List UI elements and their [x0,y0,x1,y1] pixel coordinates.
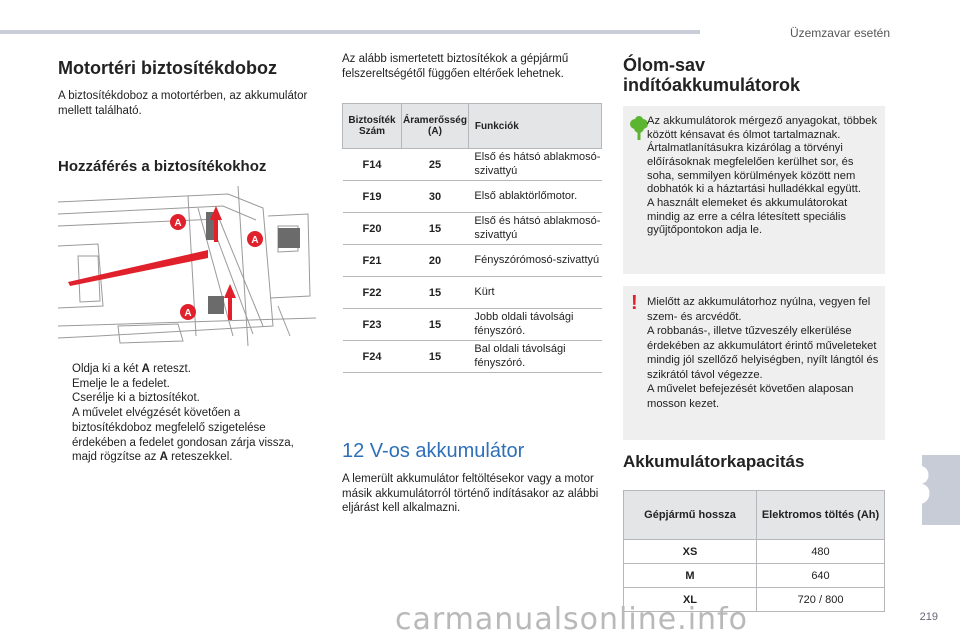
table-row: F14 25 Első és hátsó ablakmosó-szivattyú [343,149,602,181]
fuse-box-title: Motortéri biztosítékdoboz [58,58,277,78]
fuse-box-intro: A biztosítékdoboz a motortérben, az akkumulátor mellett található. [58,90,308,117]
capacity-table [623,490,885,612]
fuse-table-intro: Az alább ismertetett biztosítékok a gépjármű felszereltségétől függően eltérőek lehetnek. [342,53,569,80]
header-amperage: Áramerősség (A) [402,104,469,149]
chapter-number: 8 [900,453,932,516]
capacity-title: Akkumulátorkapacitás [623,452,805,471]
red-pointer [68,250,208,286]
environment-text: Az akkumulátorok mérgező anyagokat, többek között kénsavat és ólmot tartalmaznak. Ártalmatlanításukra kizárólag a törvényi előírásoknak megfelelően kerülhet sor, és soha, semmilyen körülmények között nem dobhatók ki a háztartási hulladékkal együtt. A használt elemeket és akkumulátorokat mindig az erre a célra létesített speciális gyűjtőpontokon adja le. [647,115,878,237]
step-item: Oldja ki a két A reteszt. [72,363,191,375]
table-row: F24 15 Bal oldali távolsági fényszóró. [343,341,602,373]
warning-text: Mielőtt az akkumulátorhoz nyúlna, vegyen fel szem- és arcvédőt. A robbanás-, illetve tűzveszély elkerülése érdekében az akkumulátort érintő műveleteket mindig jól szellőző helyiségben, nyílt lángtól és szikrától távol végezze. A művelet befejezését követően alaposan mosson kezet. [647,296,879,410]
table-row: XL 720 / 800 [624,588,885,612]
table-row: M 640 [624,564,885,588]
header-fuse-number: Biztosíték Szám [343,104,402,149]
table-row: F23 15 Jobb oldali távolsági fényszóró. [343,309,602,341]
warning-icon: ! [631,292,638,314]
environment-note [623,106,885,274]
fuse-table [342,103,602,373]
battery-12v-text: A lemerült akkumulátor feltöltésekor vagy a motor másik akkumulátorról történő indításakor az alábbi eljárást kell alkalmazni. [342,473,599,515]
svg-text:A: A [174,218,182,229]
engine-bay-drawing [58,186,316,346]
svg-text:A: A [184,308,192,319]
header-charge: Elektromos töltés (Ah) [757,491,885,540]
table-row: F22 15 Kürt [343,277,602,309]
fuse-box-illustration [58,186,316,346]
step-item: Emelje le a fedelet. [72,377,170,390]
header-functions: Funkciók [468,104,601,149]
table-row: F21 20 Fényszórómosó-szivattyú [343,245,602,277]
header-bar [0,30,700,34]
column-fuse-table [342,52,604,81]
tree-icon [629,116,649,142]
watermark: carmanualsonline.info [395,602,748,637]
battery-12v-title: 12 V-os akkumulátor [342,440,525,462]
svg-text:A: A [251,235,259,246]
step-item: Cserélje ki a biztosítékot. [72,392,200,405]
safety-warning [623,286,885,440]
lead-acid-title: Ólom-sav indítóakkumulátorok [623,55,801,95]
section-title: Üzemzavar esetén [789,26,890,40]
table-row: XS 480 [624,540,885,564]
step-item: A művelet elvégzését követően a biztosítékdoboz megfelelő szigetelése érdekében a fedelet gondosan zárja vissza, majd rögzítse az A reteszekkel. [72,407,294,464]
column-fuse-box [58,52,320,183]
page-number: 219 [919,611,938,623]
step-list [58,362,320,465]
table-row: F19 30 Első ablaktörlőmotor. [343,181,602,213]
header-vehicle-length: Gépjármű hossza [624,491,757,540]
access-title: Hozzáférés a biztosítékokhoz [58,158,267,176]
table-row: F20 15 Első és hátsó ablakmosó-szivattyú [343,213,602,245]
column-battery [623,52,885,106]
